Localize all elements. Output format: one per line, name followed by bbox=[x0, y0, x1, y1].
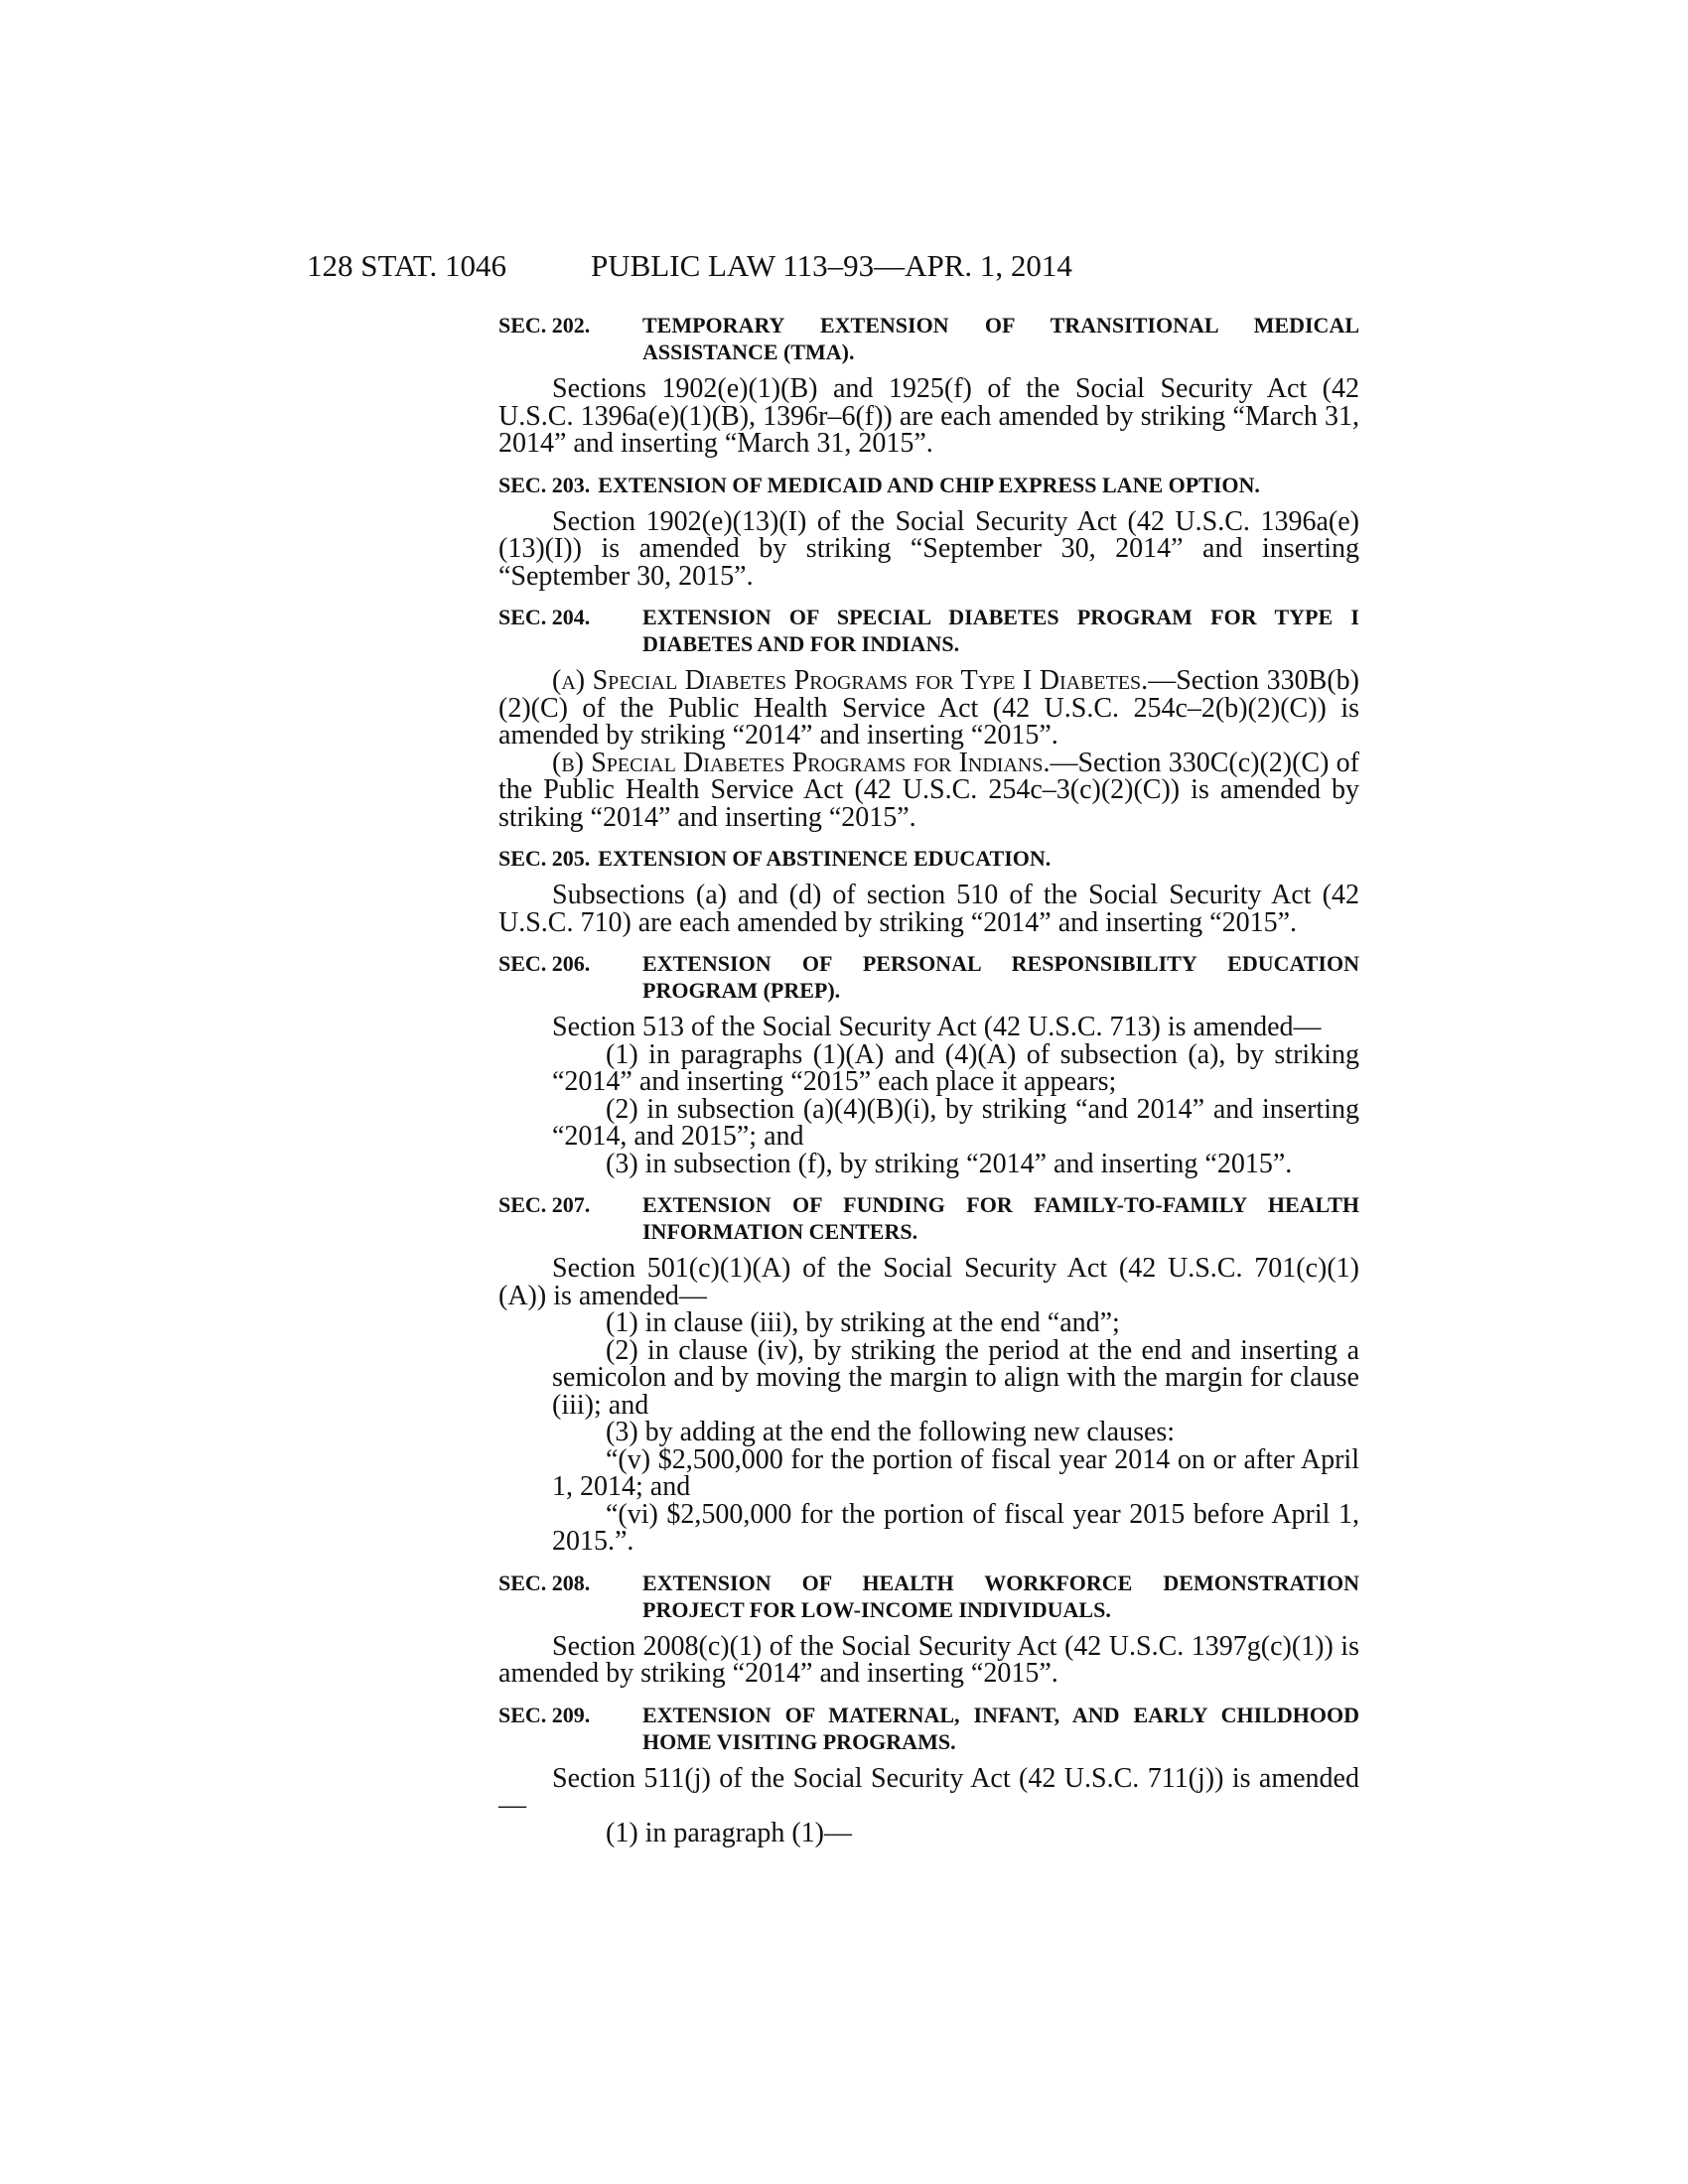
section-heading-208 bbox=[498, 1570, 1359, 1623]
list-item: (3) by adding at the end the following new clauses: bbox=[606, 1417, 1176, 1447]
subsection-text: —Section 330C(c)(2)(C) of the Public Health Service Act (42 U.S.C. 254c–3(c)(2)(C)) is amended by striking “2014” and inserting “2015”. bbox=[498, 747, 1359, 833]
document-body bbox=[498, 312, 1359, 1846]
public-law-reference: PUBLIC LAW 113–93—APR. 1, 2014 bbox=[591, 248, 1072, 283]
list-item: (3) in subsection (f), by striking “2014” and inserting “2015”. bbox=[606, 1148, 1293, 1179]
section-heading-209 bbox=[498, 1702, 1359, 1755]
section-body-208: Section 2008(c)(1) of the Social Security Act (42 U.S.C. 1397g(c)(1)) is amended by striking “2014” and inserting “2015”. bbox=[498, 1630, 1359, 1689]
section-heading-202 bbox=[498, 312, 1359, 365]
list-item: (2) in subsection (a)(4)(B)(i), by striking “and 2014” and inserting “2014, and 2015”; and bbox=[552, 1093, 1359, 1152]
subsection-a bbox=[498, 667, 1359, 750]
section-heading-206 bbox=[498, 950, 1359, 1004]
section-heading-207 bbox=[498, 1191, 1359, 1245]
running-head bbox=[307, 246, 1300, 286]
section-heading-205 bbox=[498, 845, 1359, 872]
subsection-heading: (a) Special Diabetes Programs for Type I Diabetes. bbox=[552, 665, 1149, 696]
section-number: SEC. 208. bbox=[498, 1570, 591, 1595]
section-title: EXTENSION OF SPECIAL DIABETES PROGRAM FOR TYPE I DIABETES AND FOR INDIANS. bbox=[642, 605, 1359, 656]
list-item: “(v) $2,500,000 for the portion of fiscal year 2014 on or after April 1, 2014; and bbox=[552, 1443, 1359, 1502]
section-title: EXTENSION OF PERSONAL RESPONSIBILITY EDUCATION PROGRAM (PREP). bbox=[642, 951, 1359, 1003]
section-body-203: Section 1902(e)(13)(I) of the Social Security Act (42 U.S.C. 1396a(e)(13)(I)) is amended by striking “September 30, 2014” and inserting “September 30, 2015”. bbox=[498, 505, 1359, 592]
list-item: (1) in paragraph (1)— bbox=[606, 1817, 853, 1848]
section-number: SEC. 209. bbox=[498, 1702, 591, 1727]
section-title: EXTENSION OF HEALTH WORKFORCE DEMONSTRATION PROJECT FOR LOW-INCOME INDIVIDUALS. bbox=[642, 1570, 1359, 1622]
section-heading-204 bbox=[498, 604, 1359, 657]
section-body-207: Section 501(c)(1)(A) of the Social Security Act (42 U.S.C. 701(c)(1)(A)) is amended— bbox=[498, 1253, 1359, 1311]
subsection-b bbox=[498, 747, 1359, 833]
section-number: SEC. 204. bbox=[498, 605, 591, 629]
section-title: EXTENSION OF MATERNAL, INFANT, AND EARLY CHILDHOOD HOME VISITING PROGRAMS. bbox=[642, 1702, 1359, 1754]
subsection-text: —Section 330B(b)(2)(C) of the Public Health Service Act (42 U.S.C. 254c–2(b)(2)(C)) is amended by striking “2014” and inserting “2015”. bbox=[498, 665, 1360, 751]
subsection-heading: (b) Special Diabetes Programs for Indians. bbox=[552, 747, 1051, 778]
section-number: SEC. 206. bbox=[498, 951, 591, 976]
section-title: EXTENSION OF FUNDING FOR FAMILY-TO-FAMILY HEALTH INFORMATION CENTERS. bbox=[642, 1192, 1359, 1244]
section-title: EXTENSION OF ABSTINENCE EDUCATION. bbox=[598, 846, 1052, 871]
section-heading-203 bbox=[498, 472, 1359, 498]
section-title: TEMPORARY EXTENSION OF TRANSITIONAL MEDICAL ASSISTANCE (TMA). bbox=[642, 313, 1359, 364]
section-body-206: Section 513 of the Social Security Act (42 U.S.C. 713) is amended— bbox=[552, 1012, 1322, 1042]
section-number: SEC. 205. bbox=[498, 846, 591, 871]
section-number: SEC. 203. bbox=[498, 472, 591, 497]
section-number: SEC. 207. bbox=[498, 1192, 591, 1217]
list-item: “(vi) $2,500,000 for the portion of fiscal year 2015 before April 1, 2015.”. bbox=[552, 1498, 1359, 1557]
list-item: (1) in clause (iii), by striking at the end “and”; bbox=[606, 1307, 1120, 1338]
section-body-209: Section 511(j) of the Social Security Act (42 U.S.C. 711(j)) is amended— bbox=[498, 1762, 1359, 1821]
section-number: SEC. 202. bbox=[498, 313, 591, 338]
section-title: EXTENSION OF MEDICAID AND CHIP EXPRESS LANE OPTION. bbox=[598, 472, 1260, 497]
statute-reference: 128 STAT. 1046 bbox=[307, 248, 507, 283]
section-body-202: Sections 1902(e)(1)(B) and 1925(f) of the Social Security Act (42 U.S.C. 1396a(e)(1)(B), 1396r–6(f)) are each amended by striking “March 31, 2014” and inserting “March 31, 2015”. bbox=[498, 373, 1359, 459]
section-body-205: Subsections (a) and (d) of section 510 of the Social Security Act (42 U.S.C. 710) are each amended by striking “2014” and inserting “2015”. bbox=[498, 880, 1359, 938]
list-item: (2) in clause (iv), by striking the period at the end and inserting a semicolon and by moving the margin to align with the margin for clause (iii); and bbox=[552, 1334, 1359, 1421]
list-item: (1) in paragraphs (1)(A) and (4)(A) of subsection (a), by striking “2014” and inserting “2015” each place it appears; bbox=[552, 1038, 1359, 1097]
